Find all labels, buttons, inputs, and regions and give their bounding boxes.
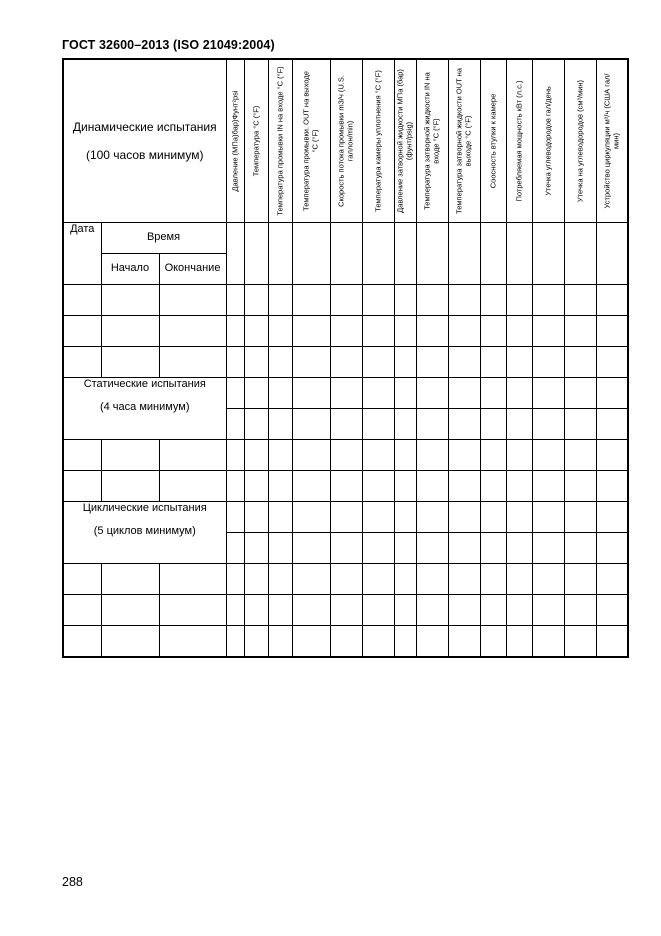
column-header-label: Температура промывки IN на входе °C (°F) — [275, 66, 285, 216]
static-tests-subtitle: (4 часа минимум) — [99, 401, 190, 414]
column-header-flush-flow — [330, 59, 362, 223]
column-header-label: Устройство циркуляции м³/ч (США гал/мин) — [602, 73, 621, 209]
start-time-header: Начало — [101, 254, 159, 285]
document-header: ГОСТ 32600–2013 (ISO 21049:2004) — [62, 38, 275, 52]
column-header-sleeve-alignment — [480, 59, 506, 223]
column-header-label: Температура камеры уплотнения °C (°F) — [373, 70, 383, 212]
column-header-flush-temp-out — [292, 59, 330, 223]
column-header-label: Соосность втулки к камере — [488, 93, 498, 189]
dynamic-tests-header — [63, 59, 226, 223]
table-row — [63, 595, 628, 626]
cyclic-tests-header — [63, 502, 226, 564]
column-header-label: Давление затворной жидкости МПа (бар) (фунт/psig) — [395, 69, 414, 213]
column-header-power — [506, 59, 532, 223]
end-time-header: Окончание — [159, 254, 226, 285]
dynamic-tests-subtitle: (100 часов минимум) — [85, 148, 204, 162]
table-row — [63, 378, 628, 409]
table-row — [63, 316, 628, 347]
table-row — [63, 285, 628, 316]
column-header-flush-temp-in — [268, 59, 292, 223]
dynamic-tests-title: Динамические испытания — [72, 119, 217, 134]
column-header-pressure — [226, 59, 244, 223]
column-header-label: Скорость потока промывки m3/ч (U.S. галлон/min) — [336, 75, 355, 207]
static-tests-title: Статические испытания — [83, 378, 206, 390]
column-header-chamber-temp — [362, 59, 394, 223]
column-header-label: Утечка на углеводородов (см³/мин) — [575, 79, 585, 203]
column-header-label: Потребляемая мощность кВт (л.с.) — [514, 80, 524, 202]
column-header-leak-cm3 — [564, 59, 596, 223]
column-header-leak-gal — [532, 59, 564, 223]
static-tests-header — [63, 378, 226, 440]
column-header-temperature — [244, 59, 268, 223]
table-row — [63, 564, 628, 595]
table-row — [63, 347, 628, 378]
page-number: 288 — [62, 875, 83, 889]
column-header-label: Температура промывки. OUT на выходе °C (°F) — [301, 71, 320, 211]
date-header: Дата — [63, 223, 101, 285]
time-header: Время — [101, 223, 226, 254]
table-row — [63, 502, 628, 533]
header-row — [63, 59, 628, 223]
column-header-barrier-temp-in — [416, 59, 448, 223]
column-header-label: Давление (МПа)бар)Фунт²psi — [230, 90, 240, 192]
column-header-circulation — [596, 59, 628, 223]
column-header-label: Температура затворной жидкости OUT на выходе °C (°F) — [454, 68, 473, 214]
date-time-row — [63, 223, 628, 254]
column-header-label: Температура °C (°F) — [251, 105, 261, 177]
column-header-label: Температура затворной жидкости IN на входе °C (°F) — [422, 72, 441, 210]
cyclic-tests-title: Циклические испытания — [82, 502, 207, 514]
test-record-table — [62, 58, 629, 658]
table-row — [63, 440, 628, 471]
cyclic-tests-subtitle: (5 циклов минимум) — [93, 525, 196, 538]
column-header-barrier-temp-out — [448, 59, 480, 223]
column-header-barrier-pressure — [394, 59, 416, 223]
table-row — [63, 626, 628, 658]
column-header-label: Утечка углеводородов гал/день — [543, 86, 553, 196]
table-row — [63, 471, 628, 502]
